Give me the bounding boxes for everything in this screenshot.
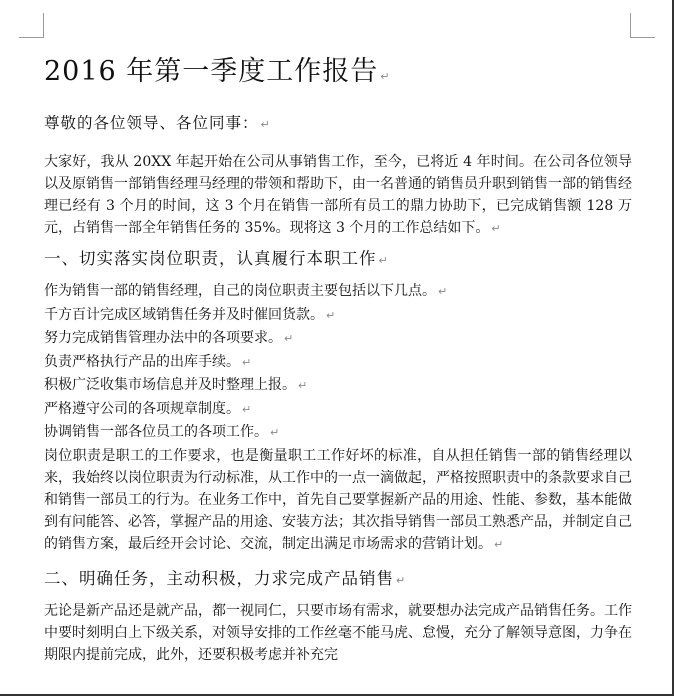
list-item-text: 积极广泛收集市场信息并及时整理上报。 bbox=[44, 377, 296, 393]
list-item bbox=[44, 304, 632, 328]
paragraph-mark-icon: ↵ bbox=[380, 70, 391, 83]
paragraph-mark-icon: ↵ bbox=[270, 426, 280, 439]
section-1-heading bbox=[44, 246, 632, 274]
list-item bbox=[44, 374, 632, 398]
paragraph-mark-icon: ↵ bbox=[491, 222, 501, 235]
section-2-paragraph-text: 无论是新产品还是就产品，都一视同仁，只要市场有需求，就要想办法完成产品销售任务。工作中要时刻明白上下级关系，对领导安排的工作丝毫不能马虎、怠慢，充分了解领导意图，力争在期限内提前完成，此外，还要积极考虑并补充完 bbox=[44, 602, 632, 663]
paragraph-mark-icon: ↵ bbox=[242, 402, 252, 416]
list-item bbox=[44, 280, 632, 304]
list-item-text: 千方百计完成区域销售任务并及时催回货款。 bbox=[44, 306, 324, 323]
list-item-text: 负责严格执行产品的出库手续。 bbox=[44, 353, 240, 370]
list-item bbox=[44, 351, 632, 375]
section-1-heading-text: 一、切实落实岗位职责，认真履行本职工作 bbox=[44, 249, 377, 268]
section-1-paragraph bbox=[44, 445, 632, 556]
list-item bbox=[44, 327, 632, 351]
margin-corner-top-left bbox=[19, 13, 44, 38]
intro-text: 大家好，我从 20XX 年起开始在公司从事销售工作，至今，已将近 4 年时间。在公司各位领导以及原销售一部销售经理马经理的带领和帮助下，由一名普通的销售员升职到销售一部的销售经理已经有 3 个月的时间，这 3 个月在销售一部所有员工的鼎力协助下，已完成销售额 128 万元，占销售一部全年销售任务的 35%。现将这 3 个月的工作总结如下。 bbox=[44, 154, 632, 236]
paragraph-mark-icon: ↵ bbox=[298, 379, 308, 392]
document-body[interactable] bbox=[44, 52, 632, 666]
paragraph-mark-icon: ↵ bbox=[260, 118, 271, 131]
salutation bbox=[44, 111, 632, 137]
document-title bbox=[44, 52, 632, 97]
duty-list bbox=[44, 280, 632, 445]
salutation-text: 尊敬的各位领导、各位同事： bbox=[44, 114, 259, 132]
paragraph-mark-icon: ↵ bbox=[326, 308, 336, 322]
intro-paragraph bbox=[44, 151, 632, 240]
list-item-text: 努力完成销售管理办法中的各项要求。 bbox=[44, 330, 282, 346]
list-item bbox=[44, 421, 632, 445]
paragraph-mark-icon: ↵ bbox=[242, 355, 252, 369]
paragraph-mark-icon: ↵ bbox=[284, 332, 294, 345]
section-2-heading bbox=[44, 566, 632, 594]
section-2-paragraph bbox=[44, 600, 632, 666]
paragraph-mark-icon: ↵ bbox=[378, 254, 389, 267]
margin-corner-top-right bbox=[630, 13, 655, 38]
paragraph-mark-icon: ↵ bbox=[438, 285, 448, 298]
document-title-text: 2016 年第一季度工作报告 bbox=[44, 56, 379, 87]
paragraph-mark-icon: ↵ bbox=[396, 573, 407, 587]
list-item-text: 严格遵守公司的各项规章制度。 bbox=[44, 400, 240, 417]
list-item-text: 协调销售一部各位员工的各项工作。 bbox=[44, 424, 268, 440]
list-item-text: 作为销售一部的销售经理，自己的岗位职责主要包括以下几点。 bbox=[44, 283, 436, 299]
section-2-heading-text: 二、明确任务，主动积极，力求完成产品销售 bbox=[44, 568, 394, 588]
list-item bbox=[44, 398, 632, 422]
section-1-paragraph-text: 岗位职责是职工的工作要求，也是衡量职工工作好坏的标准，自从担任销售一部的销售经理以来，我始终以岗位职责为行动标准，从工作中的一点一滴做起，严格按照职责中的条款要求自己和销售一部员工的行为。在业务工作中，首先自己要掌握新产品的用途、性能、参数，基本能做到有问能答、必答，掌握产品的用途、安装方法；其次指导销售一部员工熟悉产品，并制定自己的销售方案，最后经开会讨论、交流，制定出满足市场需求的营销计划。 bbox=[44, 447, 632, 552]
paragraph-mark-icon: ↵ bbox=[494, 537, 504, 551]
